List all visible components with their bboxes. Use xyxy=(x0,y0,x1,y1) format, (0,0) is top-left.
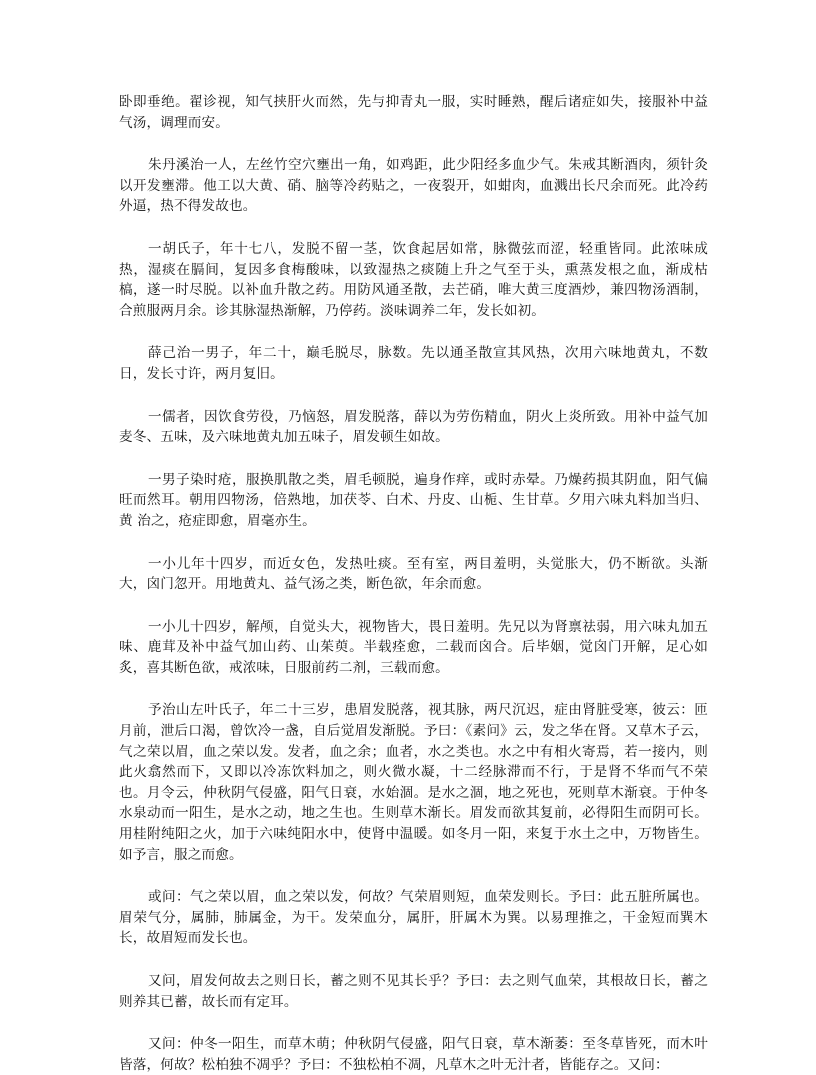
paragraph-2: 朱丹溪治一人，左丝竹空穴壅出一角，如鸡距，此少阳经多血少气。朱戒其断酒肉，须针灸以开发壅滞。他工以大黄、硝、脑等冷药贴之，一夜裂开，如蚶肉，血溅出长尺余而死。此冷药外逼，热不得发故也。 xyxy=(119,157,708,215)
paragraph-10: 或问：气之荣以眉，血之荣以发，何故？气荣眉则短，血荣发则长。予曰：此五脏所属也。眉荣气分，属肺，肺属金，为干。发荣血分，属肝，肝属木为巽。以易理推之，干金短而巽木长，故眉短而发长也。 xyxy=(119,889,708,947)
paragraph-11: 又问，眉发何故去之则日长，蓄之则不见其长乎？予曰：去之则气血荣，其根故日长，蓄之则养其已蓄，故长而有定耳。 xyxy=(119,973,708,1010)
paragraph-5: 一儒者，因饮食劳役，乃恼怒，眉发脱落，薛以为劳伤精血，阴火上炎所致。用补中益气加麦冬、五味，及六味地黄丸加五味子，眉发顿生如故。 xyxy=(119,408,708,446)
paragraph-8: 一小儿十四岁，解颅，自觉头大，视物皆大，畏日羞明。先兄以为肾禀祛弱，用六味丸加五味、鹿茸及补中益气加山药、山茱萸。半载痊愈，二载而囟合。后毕姻，觉囟门开解，足心如炙，喜其断色欲，戒浓味，日服前药二剂，三载而愈。 xyxy=(119,618,708,676)
paragraph-7: 一小儿年十四岁，而近女色，发热吐痰。至有室，两目羞明，头觉胀大，仍不断欲。头渐大，囟门忽开。用地黄丸、益气汤之类，断色欲，年余而愈。 xyxy=(119,555,708,593)
paragraph-9: 予治山左叶氏子，年二十三岁，患眉发脱落，视其脉，两尺沉迟，症由肾脏受寒，彼云：匝月前，泄后口渴，曾饮冷一盏，自后觉眉发渐脱。予曰：《素问》云，发之华在肾。又草木子云，气之荣以眉，血之荣以发。发者，血之余；血者，水之类也。水之中有相火寄焉，若一接内，则此火翕然而下，又即以冷冻饮料加之，则火微水凝，十二经脉滞而不行，于是肾不华而气不荣也。月令云，仲秋阴气侵盛，阳气日衰，水始涸。是水之涸，地之死也，死则草木渐衰。于仲冬水泉动而一阳生，是水之动，地之生也。生则草木渐长。眉发而欲其复前，必得阳生而阴可长。用桂附纯阳之火，加于六味纯阳水中，使肾中温暖。如冬月一阳，来复于水土之中，万物皆生。如予言，服之而愈。 xyxy=(119,702,708,863)
paragraph-3: 一胡氏子，年十七八，发脱不留一茎，饮食起居如常，脉微弦而涩，轻重皆同。此浓味成热，湿痰在膈间，复因多食梅酸味，以致湿热之痰随上升之气至于头，熏蒸发根之血，渐成枯槁，遂一时尽脱。以补血升散之药。用防风通圣散，去芒硝，唯大黄三度酒炒，兼四物汤酒制，合煎服两月余。诊其脉湿热渐解，乃停药。淡味调养二年，发长如初。 xyxy=(119,240,708,319)
paragraph-1: 卧即垂绝。翟诊视，知气挟肝火而然，先与抑青丸一服，实时睡熟，醒后诸症如失，接服补中益气汤，调理而安。 xyxy=(119,94,708,131)
paragraph-6: 一男子染时疮，服换肌散之类，眉毛顿脱，遍身作痒，或时赤晕。乃燥药损其阴血，阳气偏旺而然耳。朝用四物汤，倍熟地，加茯苓、白术、丹皮、山栀、生甘草。夕用六味丸料加当归、黄 治之，疮症即愈，眉毫亦生。 xyxy=(119,471,708,529)
paragraph-12: 又问：仲冬一阳生，而草木萌；仲秋阴气侵盛，阳气日衰，草木渐萎：至冬草皆死，而木叶皆落，何故？松柏独不凋乎？予曰：不独松柏不凋，凡草木之叶无汁者，皆能存之。又问： xyxy=(119,1036,708,1073)
paragraph-4: 薛己治一男子，年二十，巅毛脱尽，脉数。先以通圣散宣其风热，次用六味地黄丸，不数日，发长寸许，两月复旧。 xyxy=(119,345,708,382)
